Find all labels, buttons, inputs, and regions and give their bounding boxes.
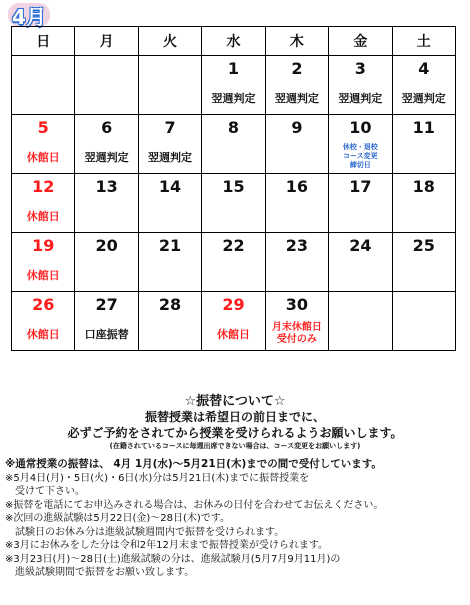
day-number: 4	[392, 56, 455, 82]
note-line-4: ※次回の進級試験は5月22日(金)～28日(木)です。	[5, 513, 230, 524]
day-note	[265, 199, 328, 233]
day-number: 21	[138, 233, 201, 259]
day-note	[329, 140, 392, 174]
day-number	[392, 292, 455, 318]
day-note	[329, 199, 392, 233]
weekday-mon: 月	[75, 27, 138, 56]
day-note: 休館日	[12, 317, 75, 351]
day-note	[12, 81, 75, 115]
day-number: 23	[265, 233, 328, 259]
day-number: 28	[138, 292, 201, 318]
day-note	[392, 199, 455, 233]
day-note	[265, 317, 328, 351]
day-number	[12, 56, 75, 82]
day-note	[138, 317, 201, 351]
day-note: 翌週判定	[265, 81, 328, 115]
day-note	[75, 81, 138, 115]
day-note-line: 休校・退校	[342, 143, 378, 151]
day-note	[329, 317, 392, 351]
day-number: 2	[265, 56, 328, 82]
day-number: 25	[392, 233, 455, 259]
day-number: 24	[329, 233, 392, 259]
calendar-table	[11, 26, 456, 351]
day-note: 休館日	[12, 140, 75, 174]
day-number: 13	[75, 174, 138, 200]
weekday-sat: 土	[392, 27, 455, 56]
day-note	[202, 258, 265, 292]
weekday-header-row	[12, 27, 456, 56]
note-line-1: ※5月4日(月)・5日(火)・6日(水)分は5月21日(木)までに振替授業を	[5, 472, 310, 484]
day-note: 翌週判定	[75, 140, 138, 174]
day-note	[392, 140, 455, 174]
day-note-line: 月末休館日	[271, 321, 322, 333]
note-line-7: ※3月23日(月)～28日(土)進級試験の分は、進級試験月(5月7月9月11月)の	[5, 553, 341, 565]
week-day-row	[12, 56, 456, 82]
note-line-2: 受けて下さい。	[5, 486, 85, 497]
day-number	[75, 56, 138, 82]
day-note	[138, 81, 201, 115]
notes-main: ※通常授業の振替は、 4月 1月(水)～5月21日(木)までの間で受付しています。	[5, 458, 382, 470]
transfer-title: ☆振替について☆	[184, 394, 286, 409]
day-number: 30	[265, 292, 328, 318]
day-note-line: 受付のみ	[276, 333, 317, 345]
month-badge	[8, 3, 50, 27]
day-note	[392, 258, 455, 292]
day-note	[75, 199, 138, 233]
day-note: 翌週判定	[138, 140, 201, 174]
day-note	[202, 199, 265, 233]
weekday-wed: 水	[202, 27, 265, 56]
day-note	[265, 258, 328, 292]
day-number: 29	[202, 292, 265, 318]
day-number: 20	[75, 233, 138, 259]
week-day-row	[12, 115, 456, 141]
day-number: 6	[75, 115, 138, 141]
day-note	[138, 199, 201, 233]
day-note: 翌週判定	[392, 81, 455, 115]
day-number: 16	[265, 174, 328, 200]
day-note	[392, 317, 455, 351]
day-number: 11	[392, 115, 455, 141]
note-line-8: 進級試験期間で振替をお願い致します。	[5, 567, 195, 578]
day-note	[329, 258, 392, 292]
week-note-row	[12, 317, 456, 351]
day-number: 14	[138, 174, 201, 200]
day-number: 10	[329, 115, 392, 141]
day-note	[138, 258, 201, 292]
week-note-row	[12, 81, 456, 115]
day-note: 口座振替	[75, 317, 138, 351]
day-number: 26	[12, 292, 75, 318]
day-number: 27	[75, 292, 138, 318]
day-number: 12	[12, 174, 75, 200]
week-note-row	[12, 199, 456, 233]
transfer-line-1: 振替授業は希望日の前日までに、	[144, 410, 325, 424]
day-number	[329, 292, 392, 318]
day-number: 18	[392, 174, 455, 200]
note-line-5: 試験日のお休み分は進級試験週間内で振替を受けられます。	[5, 526, 285, 538]
weekday-fri: 金	[329, 27, 392, 56]
day-number	[138, 56, 201, 82]
day-number: 19	[12, 233, 75, 259]
day-note-line: コース変更	[342, 152, 378, 160]
month-label: 4月	[12, 4, 46, 29]
transfer-note: (在籍されているコースに毎週出席できない場合は、コース変更をお願いします)	[109, 442, 361, 450]
day-number: 3	[329, 56, 392, 82]
day-number: 1	[202, 56, 265, 82]
day-number: 9	[265, 115, 328, 141]
week-day-row	[12, 233, 456, 259]
day-number: 8	[202, 115, 265, 141]
weekday-thu: 木	[265, 27, 328, 56]
day-number: 17	[329, 174, 392, 200]
weekday-sun: 日	[12, 27, 75, 56]
weekday-tue: 火	[138, 27, 201, 56]
transfer-line-2: 必ずご予約をされてから授業を受けられるようお願いします。	[67, 426, 403, 440]
day-note	[202, 140, 265, 174]
day-note: 翌週判定	[202, 81, 265, 115]
day-note: 休館日	[202, 317, 265, 351]
day-note: 翌週判定	[329, 81, 392, 115]
day-number: 5	[12, 115, 75, 141]
week-note-row	[12, 140, 456, 174]
note-line-6: ※3月にお休みをした分は令和2年12月末まで振替授業が受けられます。	[5, 540, 329, 551]
week-day-row	[12, 292, 456, 318]
note-line-3: ※振替を電話にてお申込みされる場合は、お休みの日付を合わせてお伝えください。	[5, 499, 384, 511]
day-number: 7	[138, 115, 201, 141]
day-number: 15	[202, 174, 265, 200]
notes-block	[5, 458, 467, 580]
week-day-row	[12, 174, 456, 200]
day-note: 休館日	[12, 199, 75, 233]
day-note-line: 締切日	[349, 161, 371, 169]
day-number: 22	[202, 233, 265, 259]
week-note-row	[12, 258, 456, 292]
day-note	[75, 258, 138, 292]
day-note	[265, 140, 328, 174]
day-note: 休館日	[12, 258, 75, 292]
